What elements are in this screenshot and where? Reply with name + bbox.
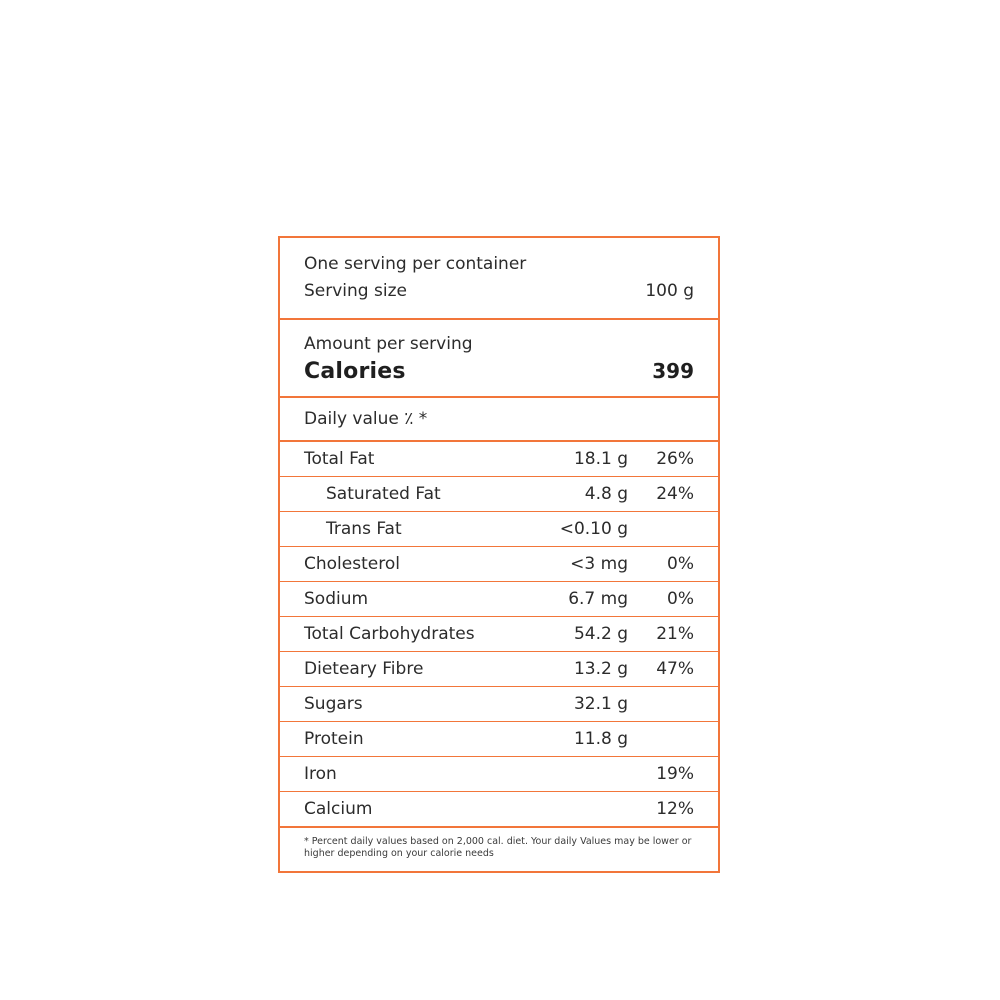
nutrient-name: Cholesterol [304,553,400,574]
calories-section [280,320,718,398]
nutrient-percent: 47% [656,658,694,679]
calories-label: Calories [304,358,406,384]
nutrients-list [280,442,718,826]
nutrient-percent: 26% [656,448,694,469]
nutrient-row [280,687,718,722]
serving-size-label: Serving size [304,280,407,301]
nutrient-row [280,757,718,792]
nutrient-percent: 24% [656,483,694,504]
nutrient-value: 6.7 mg [568,588,628,609]
nutrient-name: Protein [304,728,364,749]
nutrient-value: 4.8 g [584,483,628,504]
nutrient-value: <0.10 g [559,518,628,539]
nutrient-name: Sodium [304,588,369,609]
nutrient-value: 11.8 g [573,728,628,749]
nutrient-percent: 0% [667,553,694,574]
nutrient-name: Trans Fat [326,518,402,539]
serving-section [280,238,718,320]
nutrient-name: Total Carbohydrates [304,623,475,644]
footnote: * Percent daily values based on 2,000 cal. diet. Your daily Values may be lower or higher depending on your calorie needs [280,826,718,872]
nutrient-row [280,512,718,547]
nutrient-value: 54.2 g [573,623,628,644]
daily-value-header: Daily value ٪ * [304,408,428,429]
nutrient-percent: 19% [656,763,694,784]
nutrient-row [280,582,718,617]
nutrient-value: 32.1 g [573,693,628,714]
calories-row [304,359,694,384]
nutrient-value: 13.2 g [573,658,628,679]
calories-value: 399 [652,358,694,383]
nutrient-name: Dieteary Fibre [304,658,424,679]
amount-per-serving-label: Amount per serving [304,334,473,354]
serving-size-row [304,279,694,305]
nutrient-name: Saturated Fat [326,483,441,504]
nutrient-row [280,792,718,826]
nutrient-name: Calcium [304,798,373,819]
servings-per-container-row [304,252,694,278]
nutrient-percent: 0% [667,588,694,609]
daily-value-header-section [280,398,718,442]
nutrient-row [280,617,718,652]
servings-per-container-text: One serving per container [304,254,527,274]
nutrient-row [280,722,718,757]
nutrient-row [280,442,718,477]
nutrition-facts-label [278,236,720,873]
nutrient-value: <3 mg [570,553,628,574]
nutrient-name: Iron [304,763,337,784]
nutrient-percent: 12% [656,798,694,819]
nutrient-row [280,547,718,582]
nutrient-name: Sugars [304,693,363,714]
nutrient-row [280,652,718,687]
serving-size-value: 100 g [645,280,694,301]
nutrient-name: Total Fat [304,448,375,469]
nutrient-percent: 21% [656,623,694,644]
nutrient-value: 18.1 g [573,448,628,469]
nutrient-row [280,477,718,512]
